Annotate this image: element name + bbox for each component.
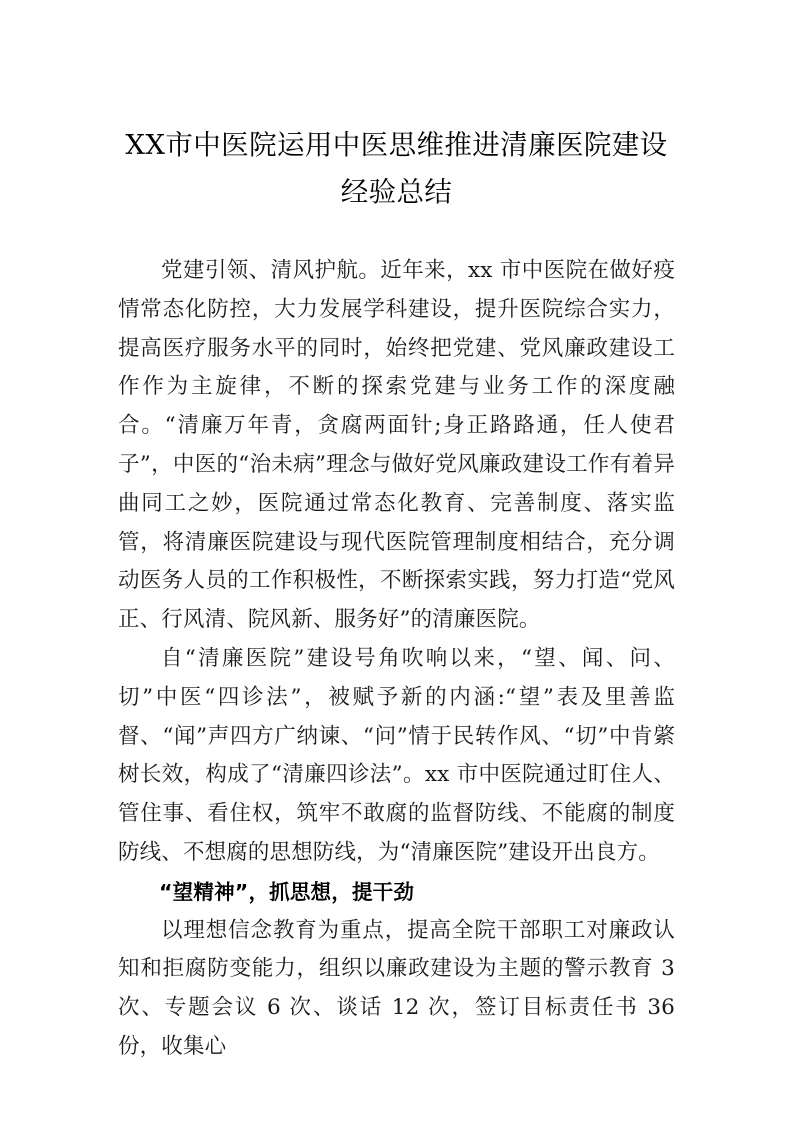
paragraph-3: 以理想信念教育为重点，提高全院干部职工对廉政认知和拒腐防变能力，组织以廉政建设为主题的警示教育 3 次、专题会议 6 次、谈话 12 次，签订目标责任书 36 份，收集心 — [118, 917, 675, 1059]
paragraph-2: 自“清廉医院”建设号角吹响以来，“望、闻、问、切”中医“四诊法”，被赋予新的内涵:“望”表及里善监督、“闻”声四方广纳谏、“问”情于民转作风、“切”中肯綮树长效，构成了“清廉四诊法”。xx 市中医院通过盯住人、管住事、看住权，筑牢不敢腐的监督防线、不能腐的制度防线、不想腐的思想防线，为“清廉医院”建设开出良方。 — [118, 645, 675, 865]
document-body — [118, 216, 675, 1067]
section-heading-wang-spirit: “望精神”，抓思想，提干劲 — [159, 879, 415, 904]
page-title: XX市中医院运用中医思维推进清廉医院建设经验总结 — [125, 129, 668, 208]
paragraph-1: 党建引领、清风护航。近年来，xx 市中医院在做好疫情常态化防控，大力发展学科建设，提升医院综合实力，提高医疗服务水平的同时，始终把党建、党风廉政建设工作作为主旋律，不断的探索党建与业务工作的深度融合。“清廉万年青，贪腐两面针;身正路路通，任人使君子”，中医的“治未病”理念与做好党风廉政建设工作有着异曲同工之妙，医院通过常态化教育、完善制度、落实监管，将清廉医院建设与现代医院管理制度相结合，充分调动医务人员的工作积极性，不断探索实践，努力打造“党风正、行风清、院风新、服务好”的清廉医院。 — [118, 258, 675, 633]
